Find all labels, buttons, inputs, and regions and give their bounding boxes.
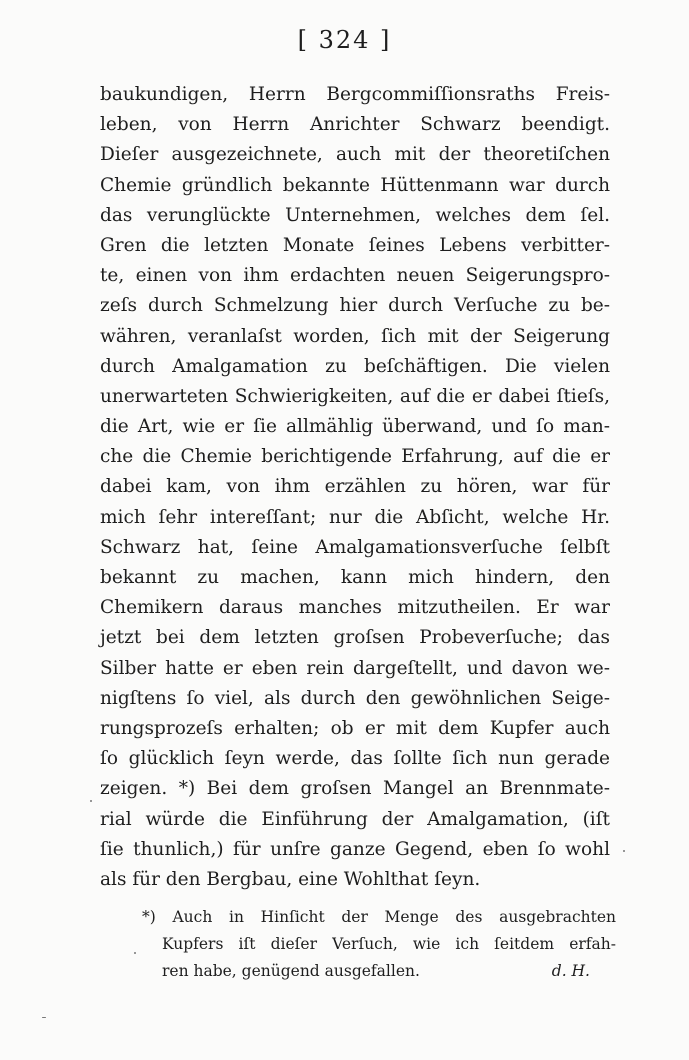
text-line: Schwarz hat, ſeine Amalgamationsverſuche ſelbſt: [100, 536, 610, 558]
page-number: [ 324 ]: [297, 26, 392, 54]
text-line: Silber hatte er eben rein dargeſtellt, und davon we-: [100, 657, 610, 679]
text-line: als für den Bergbau, eine Wohlthat ſeyn.: [100, 868, 481, 890]
footnote: [136, 904, 616, 985]
text-line: das verunglückte Unternehmen, welches dem ſel.: [100, 204, 610, 226]
scan-speck: [90, 800, 92, 802]
text-line: Chemie gründlich bekannte Hüttenmann war durch: [100, 174, 610, 196]
text-line: te, einen von ihm erdachten neuen Seigerungspro-: [100, 265, 610, 287]
text-line: rungsprozeſs erhalten; ob er mit dem Kupfer auch: [100, 717, 610, 739]
footnote-signature: d. H.: [551, 962, 590, 980]
text-line: zeſs durch Schmelzung hier durch Verſuche zu be-: [100, 295, 610, 317]
text-line: bekannt zu machen, kann mich hindern, den: [100, 567, 610, 588]
scan-speck: [134, 952, 136, 954]
text-line: die Art, wie er ſie allmählig überwand, und ſo man-: [100, 416, 610, 438]
text-line: leben, von Herrn Anrichter Schwarz beendigt.: [100, 114, 610, 136]
text-line: ſie thunlich,) für unſre ganze Gegend, eben ſo wohl: [100, 838, 610, 860]
scan-speck: [42, 1017, 46, 1018]
text-line: Chemikern daraus manches mitzutheilen. Er war: [100, 597, 610, 619]
footnote-line: ren habe, genügend ausgefallen.: [162, 962, 420, 980]
text-line: zeigen. *) Bei dem groſsen Mangel an Brennmate-: [100, 778, 610, 800]
text-line: währen, veranlaſst worden, ſich mit der Seigerung: [100, 325, 610, 347]
text-line: Gren die letzten Monate ſeines Lebens verbitter-: [100, 234, 610, 256]
body-text: [100, 80, 610, 895]
text-line: che die Chemie berichtigende Erfahrung, auf die er: [100, 446, 610, 468]
footnote-last-line: [136, 958, 616, 985]
text-line: nigſtens ſo viel, als durch den gewöhnlichen Seige-: [100, 687, 610, 709]
text-line: mich ſehr intereſſant; nur die Abſicht, welche Hr.: [100, 506, 610, 528]
text-line: baukundigen, Herrn Bergcommiſſionsraths Freis-: [100, 84, 610, 105]
footnote-line: *) Auch in Hinſicht der Menge des ausgebrachten: [142, 908, 616, 926]
text-line: unerwarteten Schwierigkeiten, auf die er dabei ſtieſs,: [100, 385, 610, 407]
text-line: jetzt bei dem letzten groſsen Probeverſuche; das: [100, 627, 610, 649]
text-line: dabei kam, von ihm erzählen zu hören, war für: [100, 476, 610, 498]
scan-speck: [623, 850, 625, 852]
text-line: rial würde die Einführung der Amalgamation, (iſt: [100, 808, 610, 830]
text-line: Dieſer ausgezeichnete, auch mit der theoretiſchen: [100, 144, 610, 166]
text-line: durch Amalgamation zu beſchäftigen. Die vielen: [100, 355, 610, 377]
text-line: ſo glücklich ſeyn werde, das ſollte ſich nun gerade: [100, 748, 610, 770]
footnote-line: Kupfers iſt dieſer Verſuch, wie ich ſeitdem erfah-: [162, 935, 616, 953]
